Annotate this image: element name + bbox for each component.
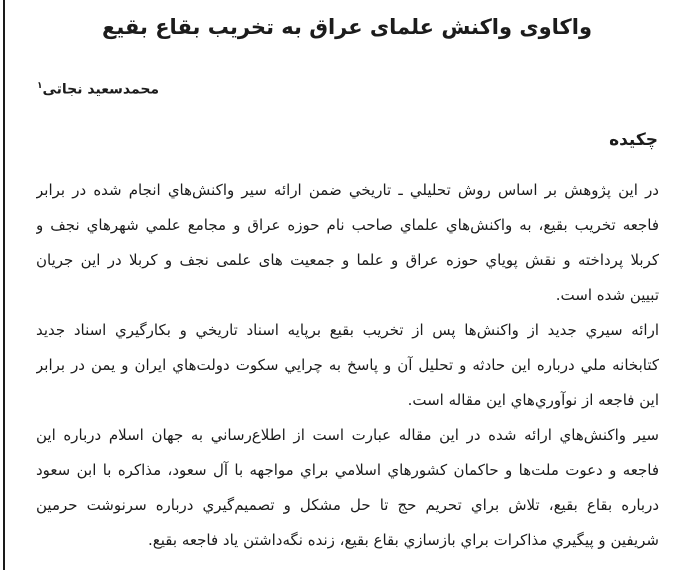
author-footnote-marker: ۱ bbox=[37, 81, 43, 91]
page-title: واکاوی واکنش علمای عراق به تخریب بقاع بقیع bbox=[101, 15, 593, 39]
abstract-line: درباره بقاع بقیع، تلاش براي تحریم حج تا حل مشکل و تصمیم‌گیري درباره سرنوشت حرمین bbox=[36, 496, 659, 514]
abstract-line: ارائه سیري جدید از واکنش‌ها پس از تخریب بقیع برپایه اسناد تاریخي و بکارگیري اسناد جدید bbox=[36, 321, 659, 339]
abstract-line: در این پژوهش بر اساس روش تحلیلي ـ تاریخي ضمن ارائه سیر واکنش‌هاي انجام شده در برابر bbox=[36, 181, 659, 199]
abstract-line: این فاجعه از نوآوري‌هاي این مقاله است. bbox=[407, 391, 659, 409]
author-line bbox=[37, 74, 159, 102]
abstract-heading: چکیده bbox=[609, 130, 658, 150]
page-edge-line bbox=[3, 0, 5, 570]
abstract-line: فاجعه تخریب بقیع، به واکنش‌هاي علماي صاحب نام حوزه عراق و مجامع علمي شهرهاي نجف و bbox=[36, 216, 659, 234]
abstract-line: سیر واکنش‌هاي ارائه شده در این مقاله عبارت است از اطلاع‌رساني به جهان اسلام درباره این bbox=[36, 426, 659, 444]
author-name: محمدسعید نجاتی bbox=[42, 81, 160, 98]
abstract-line: فاجعه و دعوت ملت‌ها و حاکمان کشورهاي اسلامي براي مواجهه با آل سعود، مذاکره با ابن سعود bbox=[36, 461, 659, 479]
abstract-line: تبیین شده است. bbox=[555, 286, 659, 304]
abstract-line: کربلا پرداخته و نقش پویاي حوزه عراق و علما و جمعیت های علمی نجف و کربلا در این جریان bbox=[36, 251, 659, 269]
abstract-text bbox=[36, 173, 659, 558]
abstract-line: شریفین و پیگیري مذاکرات براي بازسازي بقاع بقیع، زنده نگه‌داشتن یاد فاجعه بقیع. bbox=[148, 531, 659, 549]
abstract-line: کتابخانه ملي درباره این حادثه و تحلیل آن و پاسخ به چرایي سکوت دولت‌هاي ایران و یمن در برابر bbox=[36, 356, 659, 374]
